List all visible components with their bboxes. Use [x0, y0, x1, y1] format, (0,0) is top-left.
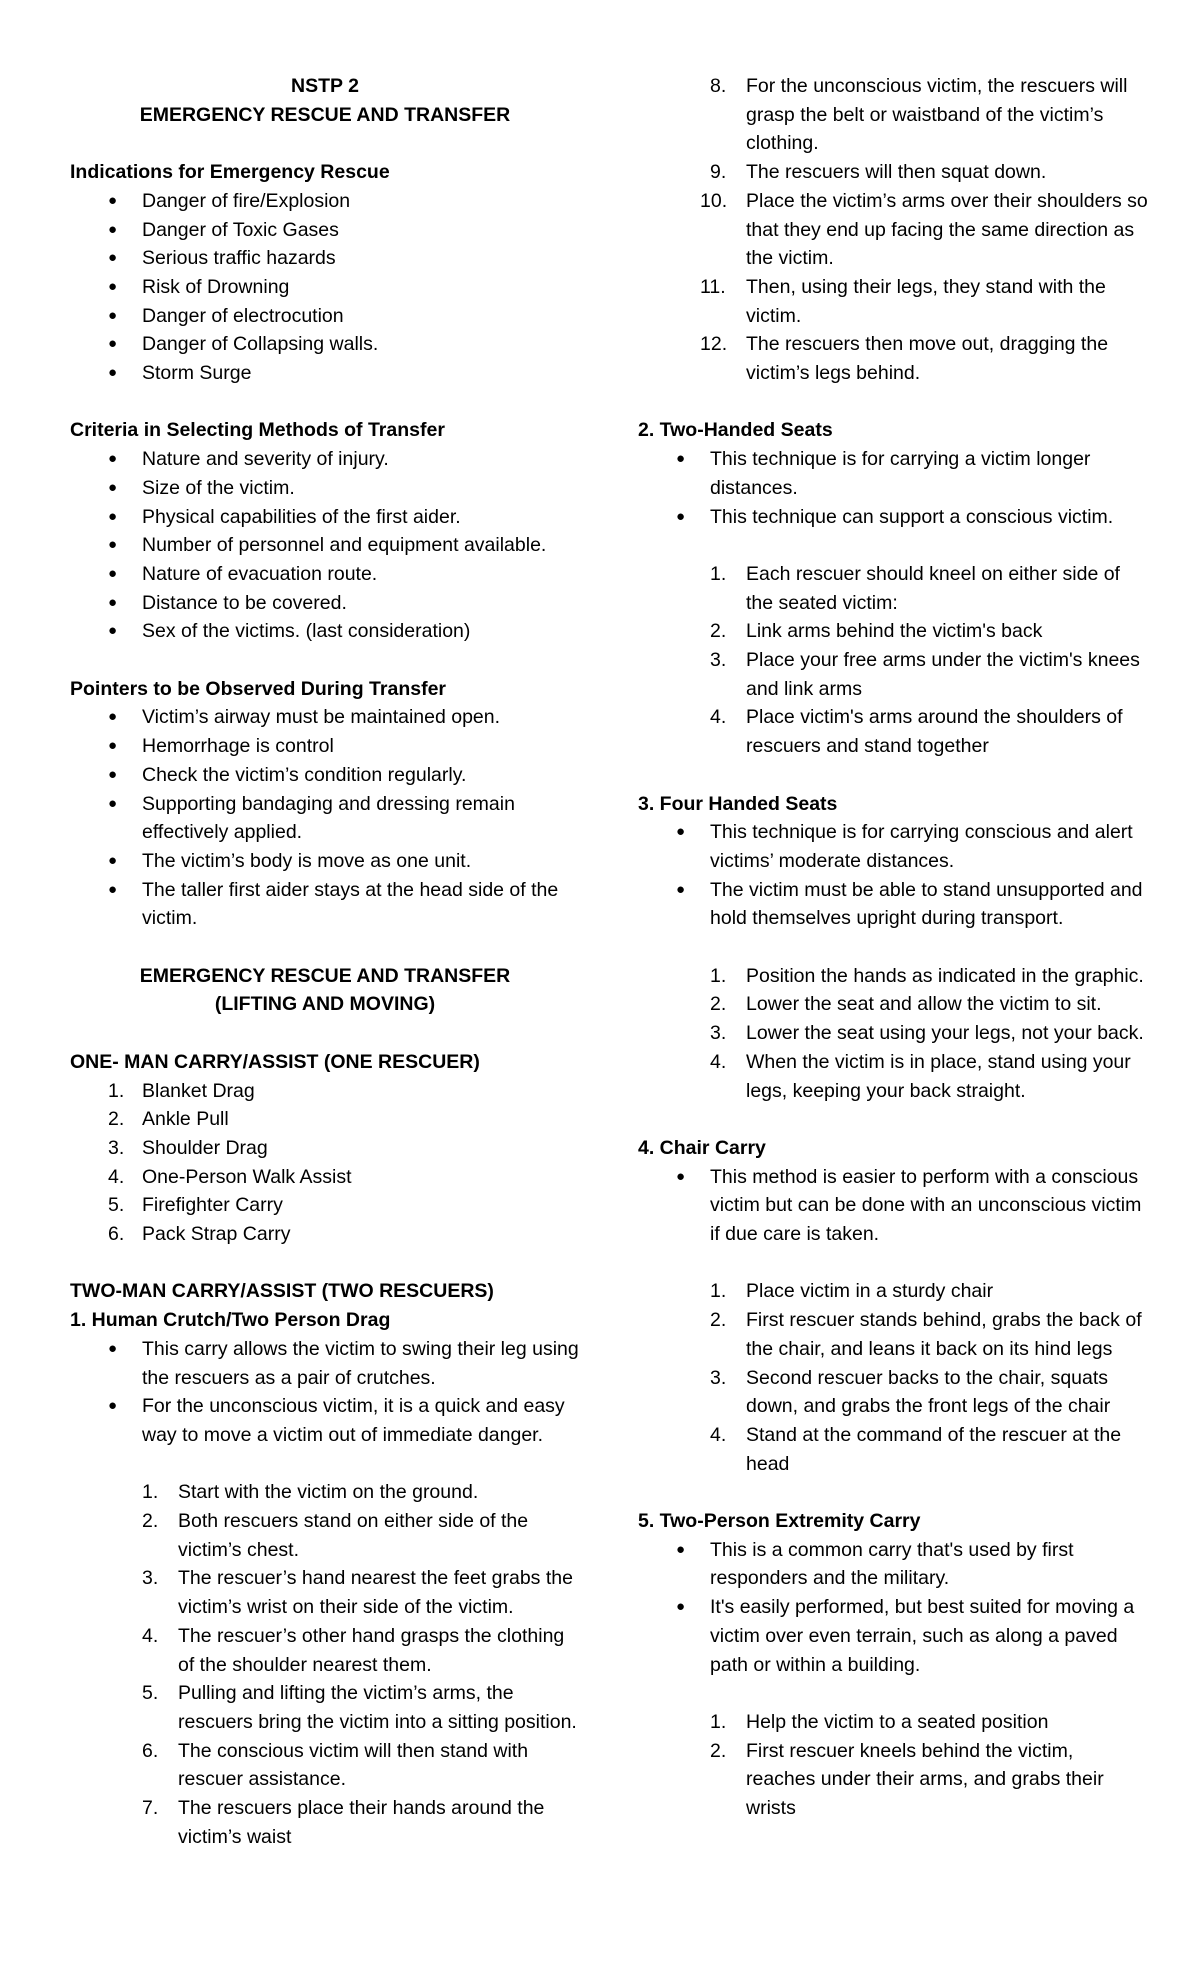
item-text: When the victim is in place, stand using your legs, keeping your back straight. — [746, 1050, 1131, 1102]
bullet-icon: ● — [676, 450, 686, 468]
item-text: Place your free arms under the victim's knees and link arms — [746, 649, 1140, 700]
bullet-item — [70, 330, 580, 359]
item-number: 3. — [108, 1136, 125, 1159]
section-heading-2-two-handed-seats: 2. Two-Handed Seats — [638, 419, 833, 442]
bullet-icon: ● — [108, 536, 118, 554]
numbered-item — [70, 1105, 580, 1134]
numbered-item — [70, 1077, 580, 1106]
bullet-item — [70, 302, 580, 331]
item-number: 6. — [108, 1223, 125, 1246]
bullet-item — [70, 531, 580, 560]
item-number: 5. — [142, 1682, 159, 1705]
bullet-item — [70, 273, 580, 302]
blank-line — [70, 1019, 580, 1048]
blank-line — [70, 646, 580, 675]
item-text: Ankle Pull — [142, 1108, 229, 1131]
bullet-icon: ● — [108, 622, 118, 640]
section-heading-two-man-carry-assist-two-rescuers: TWO-MAN CARRY/ASSIST (TWO RESCUERS) — [70, 1280, 494, 1303]
item-text: Start with the victim on the ground. — [178, 1481, 479, 1504]
item-number: 4. — [108, 1165, 125, 1188]
item-number: 4. — [710, 706, 727, 729]
bullet-text: Nature of evacuation route. — [142, 562, 378, 585]
bullet-text: Danger of Collapsing walls. — [142, 333, 379, 356]
item-number: 2. — [710, 1739, 727, 1762]
bullet-text: Serious traffic hazards — [142, 247, 336, 270]
item-text: Place the victim’s arms over their shoulders so that they end up facing the same direction as the victim. — [746, 189, 1148, 270]
bullet-item — [638, 503, 1148, 532]
blank-line — [70, 1450, 580, 1479]
bullet-icon: ● — [108, 737, 118, 755]
section-heading-one-man-carry-assist-one-rescuer: ONE- MAN CARRY/ASSIST (ONE RESCUER) — [70, 1050, 480, 1073]
item-text: Place victim's arms around the shoulders of rescuers and stand together — [746, 706, 1123, 758]
numbered-item — [70, 1134, 580, 1163]
bullet-item — [70, 359, 580, 388]
numbered-item — [638, 330, 1148, 387]
bullet-text: Sex of the victims. (last consideration) — [142, 620, 471, 643]
item-text: Then, using their legs, they stand with the victim. — [746, 275, 1106, 327]
bullet-text: Size of the victim. — [142, 476, 295, 499]
numbered-item — [70, 1478, 580, 1507]
blank-line — [638, 933, 1148, 962]
bullet-item — [70, 761, 580, 790]
bullet-text: This is a common carry that's used by first responders and the military. — [710, 1538, 1074, 1590]
blank-line — [638, 1478, 1148, 1507]
item-text: The rescuer’s other hand grasps the clothing of the shoulder nearest them. — [178, 1624, 565, 1676]
numbered-item — [70, 1163, 580, 1192]
bullet-text: This technique is for carrying conscious and alert victims’ moderate distances. — [710, 821, 1133, 872]
section-title: EMERGENCY RESCUE AND TRANSFER — [139, 103, 511, 126]
item-number: 4. — [710, 1423, 727, 1446]
item-text: Pack Strap Carry — [142, 1223, 291, 1246]
bullet-item — [70, 847, 580, 876]
bullet-item — [70, 1335, 580, 1392]
bullet-icon: ● — [676, 880, 686, 898]
bullet-text: Check the victim’s condition regularly. — [142, 763, 467, 786]
right-column — [638, 72, 1148, 1823]
section-heading-3-four-handed-seats: 3. Four Handed Seats — [638, 792, 838, 815]
numbered-item — [638, 273, 1148, 330]
item-text: First rescuer stands behind, grabs the back of the chair, and leans it back on its hind legs — [746, 1309, 1142, 1360]
bullet-item — [70, 216, 580, 245]
blank-line — [70, 129, 580, 158]
bullet-text: Physical capabilities of the first aider. — [142, 505, 461, 528]
blank-line — [638, 1105, 1148, 1134]
numbered-item — [638, 962, 1148, 991]
item-number: 4. — [710, 1050, 727, 1073]
bullet-text: Danger of electrocution — [142, 304, 344, 327]
bullet-text: It's easily performed, but best suited for moving a victim over even terrain, such as along a paved path or within a building. — [710, 1596, 1135, 1676]
item-number: 1. — [710, 1280, 727, 1303]
bullet-item — [70, 703, 580, 732]
bullet-text: Victim’s airway must be maintained open. — [142, 706, 501, 729]
item-number: 5. — [108, 1194, 125, 1217]
item-number: 1. — [108, 1079, 125, 1102]
numbered-item — [70, 1220, 580, 1249]
bullet-item — [70, 244, 580, 273]
bullet-item — [638, 818, 1148, 875]
blank-line — [638, 1249, 1148, 1278]
blank-line — [638, 531, 1148, 560]
numbered-item — [638, 158, 1148, 187]
bullet-icon: ● — [108, 478, 118, 496]
section-heading-4-chair-carry: 4. Chair Carry — [638, 1136, 766, 1159]
blank-line — [70, 388, 580, 417]
bullet-icon: ● — [108, 450, 118, 468]
section-title: (LIFTING AND MOVING) — [214, 993, 436, 1016]
bullet-item — [70, 589, 580, 618]
item-number: 12. — [700, 333, 728, 356]
item-number: 1. — [710, 1710, 727, 1733]
item-number: 8. — [710, 75, 727, 97]
numbered-item — [638, 1277, 1148, 1306]
bullet-icon: ● — [676, 1540, 686, 1558]
bullet-item — [70, 790, 580, 847]
bullet-item — [70, 474, 580, 503]
section-heading-1-human-crutch-two-person-drag: 1. Human Crutch/Two Person Drag — [70, 1309, 391, 1332]
numbered-item — [638, 1421, 1148, 1478]
bullet-icon: ● — [108, 794, 118, 812]
item-text: Both rescuers stand on either side of the victim’s chest. — [178, 1510, 529, 1561]
numbered-item — [638, 1364, 1148, 1421]
bullet-text: This carry allows the victim to swing their leg using the rescuers as a pair of crutches. — [142, 1337, 579, 1389]
item-text: Stand at the command of the rescuer at the head — [746, 1423, 1122, 1475]
bullet-item — [70, 187, 580, 216]
blank-line — [638, 761, 1148, 790]
bullet-text: For the unconscious victim, it is a quick and easy way to move a victim out of immediate danger. — [142, 1395, 565, 1446]
item-text: Blanket Drag — [142, 1079, 255, 1102]
bullet-item — [70, 1392, 580, 1449]
bullet-icon: ● — [108, 277, 118, 295]
bullet-text: The victim must be able to stand unsupported and hold themselves upright during transport. — [710, 878, 1143, 930]
bullet-item — [70, 560, 580, 589]
numbered-item — [70, 1507, 580, 1564]
bullet-icon: ● — [676, 1167, 686, 1185]
bullet-icon: ● — [108, 306, 118, 324]
item-text: Shoulder Drag — [142, 1136, 268, 1159]
bullet-icon: ● — [108, 880, 118, 898]
bullet-text: The taller first aider stays at the head side of the victim. — [142, 878, 559, 930]
item-text: The rescuers will then squat down. — [746, 161, 1047, 184]
item-number: 3. — [710, 1022, 727, 1045]
bullet-item — [70, 503, 580, 532]
bullet-icon: ● — [108, 220, 118, 238]
numbered-item — [638, 1048, 1148, 1105]
item-text: One-Person Walk Assist — [142, 1165, 352, 1188]
item-text: Lower the seat using your legs, not your back. — [746, 1022, 1144, 1045]
bullet-text: Danger of fire/Explosion — [142, 189, 351, 212]
bullet-icon: ● — [676, 507, 686, 525]
numbered-item — [70, 1737, 580, 1794]
bullet-icon: ● — [676, 1598, 686, 1616]
numbered-item — [638, 1708, 1148, 1737]
bullet-text: This technique is for carrying a victim longer distances. — [710, 448, 1091, 499]
item-number: 3. — [710, 1366, 727, 1389]
bullet-text: Distance to be covered. — [142, 591, 347, 614]
item-text: The conscious victim will then stand with rescuer assistance. — [178, 1739, 529, 1791]
item-number: 3. — [142, 1567, 159, 1590]
section-title: NSTP 2 — [291, 75, 359, 97]
bullet-text: Storm Surge — [142, 362, 252, 385]
item-number: 2. — [710, 993, 727, 1016]
blank-line — [70, 933, 580, 962]
numbered-item — [638, 1737, 1148, 1823]
bullet-item — [70, 876, 580, 933]
bullet-item — [638, 1593, 1148, 1679]
bullet-item — [638, 1536, 1148, 1593]
item-number: 2. — [710, 1309, 727, 1332]
item-text: The rescuer’s hand nearest the feet grabs the victim’s wrist on their side of the victim. — [178, 1567, 573, 1619]
numbered-item — [70, 1564, 580, 1621]
item-number: 2. — [142, 1510, 159, 1533]
bullet-text: Risk of Drowning — [142, 275, 290, 298]
item-text: Second rescuer backs to the chair, squats down, and grabs the front legs of the chair — [746, 1366, 1111, 1418]
bullet-icon: ● — [108, 335, 118, 353]
item-text: First rescuer kneels behind the victim, reaches under their arms, and grabs their wrists — [746, 1739, 1104, 1820]
item-number: 6. — [142, 1739, 159, 1762]
numbered-item — [638, 646, 1148, 703]
numbered-item — [638, 187, 1148, 273]
bullet-icon: ● — [108, 851, 118, 869]
numbered-item — [638, 560, 1148, 617]
bullet-icon: ● — [676, 823, 686, 841]
numbered-item — [638, 1306, 1148, 1363]
bullet-item — [638, 1163, 1148, 1249]
bullet-text: The victim’s body is move as one unit. — [142, 849, 472, 872]
bullet-icon: ● — [108, 191, 118, 209]
item-text: Each rescuer should kneel on either side of the seated victim: — [746, 562, 1120, 614]
bullet-text: Danger of Toxic Gases — [142, 218, 339, 241]
item-text: Link arms behind the victim's back — [746, 620, 1043, 643]
bullet-icon: ● — [108, 593, 118, 611]
item-text: Help the victim to a seated position — [746, 1710, 1049, 1733]
numbered-item — [638, 72, 1148, 158]
bullet-text: Hemorrhage is control — [142, 735, 334, 758]
numbered-item — [70, 1622, 580, 1679]
left-column — [70, 72, 580, 1851]
bullet-icon: ● — [108, 364, 118, 382]
bullet-icon: ● — [108, 507, 118, 525]
bullet-item — [638, 445, 1148, 502]
bullet-icon: ● — [108, 765, 118, 783]
item-number: 11. — [700, 275, 726, 298]
section-heading-pointers-to-be-observed-during-transfer: Pointers to be Observed During Transfer — [70, 677, 447, 700]
item-number: 2. — [710, 620, 727, 643]
bullet-icon: ● — [108, 564, 118, 582]
bullet-text: Supporting bandaging and dressing remain effectively applied. — [142, 792, 515, 844]
item-number: 1. — [142, 1481, 159, 1504]
bullet-item — [70, 732, 580, 761]
bullet-text: Number of personnel and equipment available. — [142, 534, 547, 557]
section-heading-criteria-in-selecting-methods-of-transfe: Criteria in Selecting Methods of Transfer — [70, 419, 445, 442]
bullet-icon: ● — [108, 1339, 118, 1357]
item-number: 4. — [142, 1624, 159, 1647]
bullet-item — [70, 617, 580, 646]
blank-line — [70, 1249, 580, 1278]
bullet-item — [70, 445, 580, 474]
numbered-item — [70, 1191, 580, 1220]
bullet-icon: ● — [108, 1397, 118, 1415]
item-text: For the unconscious victim, the rescuers will grasp the belt or waistband of the victim’s clothing. — [746, 75, 1128, 155]
bullet-item — [638, 876, 1148, 933]
item-text: Pulling and lifting the victim’s arms, the rescuers bring the victim into a sitting position. — [178, 1682, 577, 1733]
item-text: Position the hands as indicated in the graphic. — [746, 964, 1144, 987]
numbered-item — [638, 990, 1148, 1019]
blank-line — [638, 1679, 1148, 1708]
bullet-icon: ● — [108, 249, 118, 267]
bullet-text: This method is easier to perform with a conscious victim but can be done with an unconscious victim if due care is taken. — [710, 1165, 1142, 1246]
item-number: 1. — [710, 964, 727, 987]
section-heading-5-two-person-extremity-carry: 5. Two-Person Extremity Carry — [638, 1510, 921, 1533]
item-number: 10. — [700, 189, 728, 212]
numbered-item — [70, 1679, 580, 1736]
item-number: 3. — [710, 649, 727, 672]
numbered-item — [70, 1794, 580, 1851]
item-number: 2. — [108, 1108, 125, 1131]
item-text: The rescuers place their hands around the victim’s waist — [178, 1797, 545, 1848]
bullet-icon: ● — [108, 708, 118, 726]
item-text: The rescuers then move out, dragging the victim’s legs behind. — [746, 333, 1109, 385]
numbered-item — [638, 1019, 1148, 1048]
blank-line — [638, 388, 1148, 417]
item-number: 1. — [710, 562, 727, 585]
item-number: 9. — [710, 161, 727, 184]
section-heading-indications-for-emergency-rescue: Indications for Emergency Rescue — [70, 161, 390, 184]
section-title: EMERGENCY RESCUE AND TRANSFER — [139, 964, 511, 987]
numbered-item — [638, 617, 1148, 646]
numbered-item — [638, 703, 1148, 760]
bullet-text: This technique can support a conscious victim. — [710, 505, 1114, 528]
item-text: Lower the seat and allow the victim to sit. — [746, 993, 1102, 1016]
bullet-text: Nature and severity of injury. — [142, 448, 389, 471]
item-number: 7. — [142, 1797, 159, 1820]
item-text: Place victim in a sturdy chair — [746, 1280, 994, 1303]
item-text: Firefighter Carry — [142, 1194, 283, 1217]
